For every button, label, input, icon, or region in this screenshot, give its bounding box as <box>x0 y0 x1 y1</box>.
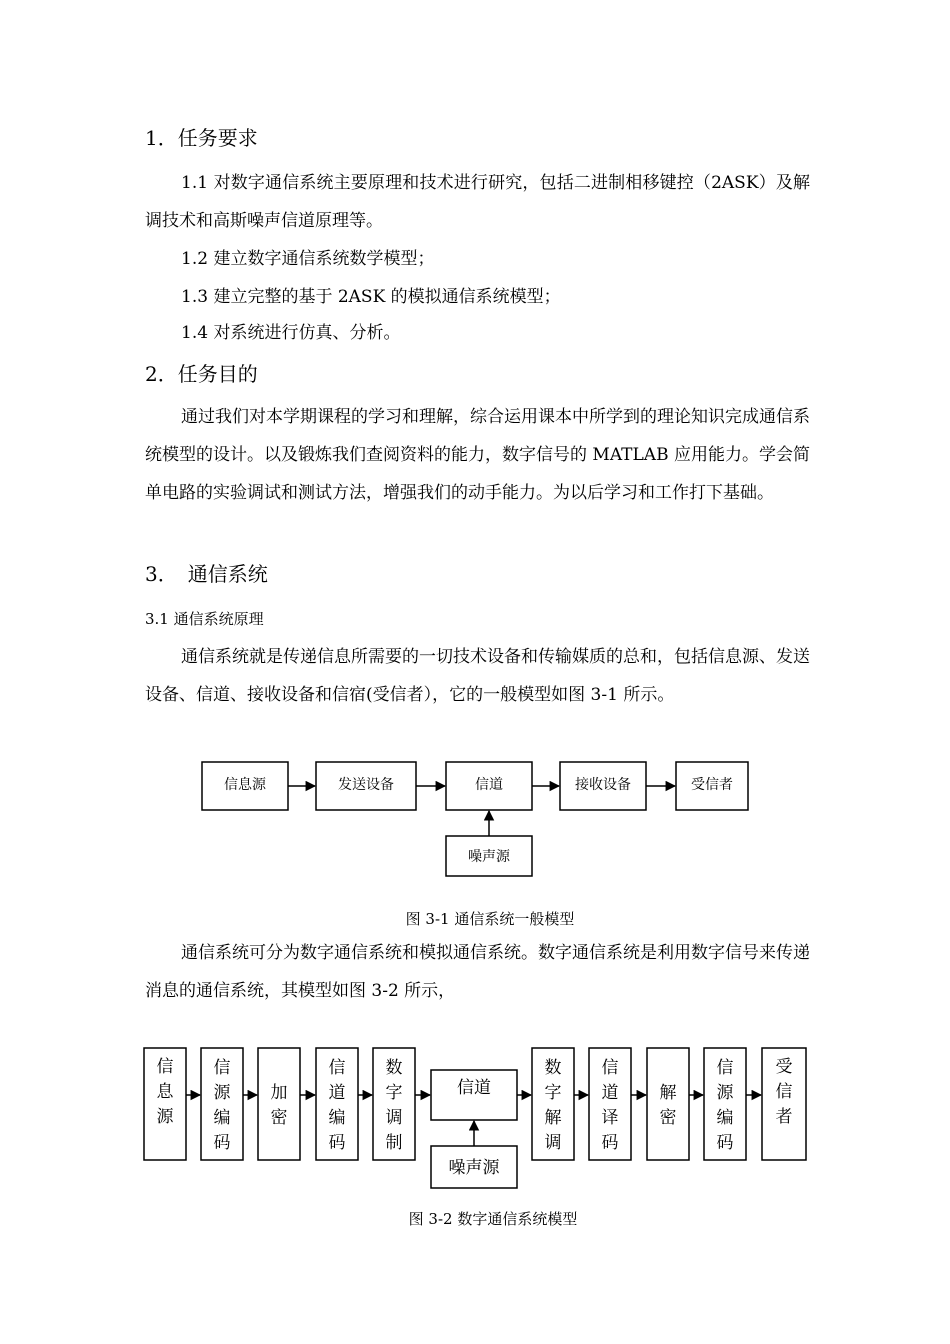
fig2-label-8: 解密 <box>659 1083 677 1128</box>
fig1-label-receiver: 接收设备 <box>575 777 631 793</box>
fig2-label-0: 信息源 <box>156 1057 174 1127</box>
fig2-label-6: 数字解调 <box>544 1058 562 1153</box>
fig2-label-3: 信道编码 <box>328 1058 346 1153</box>
section-2-heading: 2．任务目的 <box>145 362 258 386</box>
fig1-label-sink: 受信者 <box>691 777 733 793</box>
fig2-label-5: 信道 <box>457 1078 491 1098</box>
figure-3-1-caption: 图 3-1 通信系统一般模型 <box>405 910 575 928</box>
section-3-1-paragraph-1: 通信系统就是传递信息所需要的一切技术设备和传输媒质的总和，包括信息源、发送设备、信道、接收设备和信宿(受信者），它的一般模型如图 3-1 所示。 <box>145 647 810 705</box>
fig2-label-4: 数字调制 <box>385 1058 403 1153</box>
fig1-label-noise: 噪声源 <box>468 849 510 865</box>
fig1-label-channel: 信道 <box>475 777 503 793</box>
fig2-block-8 <box>647 1048 689 1160</box>
section-2-paragraph: 通过我们对本学期课程的学习和理解，综合运用课本中所学到的理论知识完成通信系统模型的设计。以及锻炼我们查阅资料的能力，数字信号的 MATLAB 应用能力。学会简单电路的实验调试和测试方法，增强我们的动手能力。为以后学习和工作打下基础。 <box>145 407 810 503</box>
fig2-block-2 <box>258 1048 300 1160</box>
section-1-item-1: 1.1 对数字通信系统主要原理和技术进行研究，包括二进制相移键控（2ASK）及解调技术和高斯噪声信道原理等。 <box>145 173 810 231</box>
fig1-label-transmitter: 发送设备 <box>338 777 394 793</box>
section-3-1-heading: 3.1 通信系统原理 <box>145 610 264 628</box>
section-1-item-4: 1.4 对系统进行仿真、分析。 <box>181 323 401 343</box>
fig2-label-9: 信源编码 <box>716 1058 734 1153</box>
section-3-heading: 3． 通信系统 <box>145 562 268 586</box>
section-1-heading: 1．任务要求 <box>145 126 258 150</box>
fig2-label-1: 信源编码 <box>213 1058 231 1153</box>
fig2-label-2: 加密 <box>270 1083 288 1128</box>
fig1-label-source: 信息源 <box>224 777 266 793</box>
fig2-label-7: 信道译码 <box>601 1058 619 1153</box>
section-3-1-paragraph-2: 通信系统可分为数字通信系统和模拟通信系统。数字通信系统是利用数字信号来传递消息的通信系统，其模型如图 3-2 所示， <box>145 943 810 1001</box>
fig2-label-10: 受信者 <box>775 1057 793 1127</box>
figure-3-2-caption: 图 3-2 数字通信系统模型 <box>408 1210 578 1228</box>
section-1-item-3: 1.3 建立完整的基于 2ASK 的模拟通信系统模型； <box>181 287 561 307</box>
fig2-label-noise: 噪声源 <box>448 1158 500 1178</box>
section-1-item-2: 1.2 建立数字通信系统数学模型； <box>181 249 435 269</box>
